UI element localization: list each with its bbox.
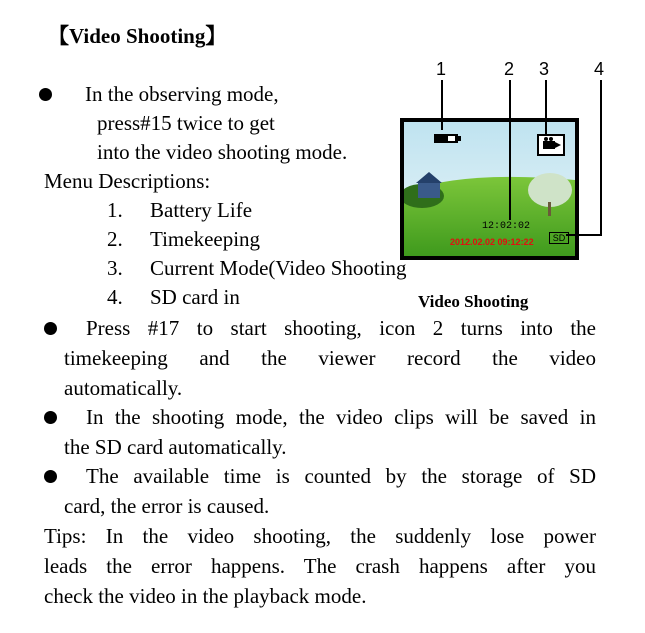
- callout-leader: [509, 80, 511, 220]
- menu-item-num: 3.: [107, 256, 123, 280]
- date-stamp: 2012.02.02 09:12:22: [450, 237, 534, 247]
- figure-caption: Video Shooting: [418, 292, 529, 311]
- callout-leader: [600, 80, 602, 236]
- callout-number: 4: [594, 59, 605, 79]
- menu-heading: Menu Descriptions:: [44, 169, 211, 193]
- bullet-dot: [44, 470, 57, 483]
- bullet-dot: [44, 411, 57, 424]
- menu-item-label: Current Mode(Video Shooting: [150, 256, 407, 280]
- callout-number: 3: [539, 59, 550, 79]
- callout-leader: [441, 80, 443, 130]
- bullet-1-line-2: timekeeping and the viewer record the video: [64, 346, 596, 370]
- callout-number: 1: [436, 59, 447, 79]
- callout-number: 2: [504, 59, 515, 79]
- menu-item-num: 2.: [107, 227, 123, 251]
- menu-item-label: Battery Life: [150, 198, 253, 222]
- menu-item-num: 1.: [107, 198, 123, 222]
- bullet-1-line-1: Press #17 to start shooting, icon 2 turns into the: [86, 316, 596, 340]
- bullet-1-line-3: automatically.: [64, 376, 183, 400]
- intro-line-2: press#15 twice to get: [97, 111, 275, 135]
- menu-item-label: SD card in: [150, 285, 240, 309]
- bullet-2-line-2: the SD card automatically.: [64, 435, 287, 459]
- video-camera-icon: [537, 134, 565, 156]
- camera-screen: [400, 118, 579, 260]
- bullet-3-line-2: card, the error is caused.: [64, 494, 270, 518]
- bullet-3-line-1: The available time is counted by the storage of SD: [86, 464, 596, 488]
- tips-line-3: check the video in the playback mode.: [44, 584, 367, 608]
- menu-item-num: 4.: [107, 285, 123, 309]
- intro-line-1: In the observing mode,: [85, 82, 279, 106]
- intro-line-3: into the video shooting mode.: [97, 140, 348, 164]
- bullet-dot: [39, 88, 52, 101]
- menu-item-label: Timekeeping: [150, 227, 261, 251]
- tips-line-1: Tips: In the video shooting, the suddenly lose power: [44, 524, 596, 548]
- callout-leader: [566, 234, 602, 236]
- bullet-2-line-1: In the shooting mode, the video clips will be saved in: [86, 405, 596, 429]
- sd-label: SD: [552, 233, 566, 243]
- tips-line-2: leads the error happens. The crash happens after you: [44, 554, 596, 578]
- time-readout: 12:02:02: [482, 221, 531, 232]
- battery-icon: [434, 134, 458, 143]
- callout-leader: [545, 80, 547, 134]
- bullet-dot: [44, 322, 57, 335]
- section-title: 【Video Shooting】: [48, 24, 227, 48]
